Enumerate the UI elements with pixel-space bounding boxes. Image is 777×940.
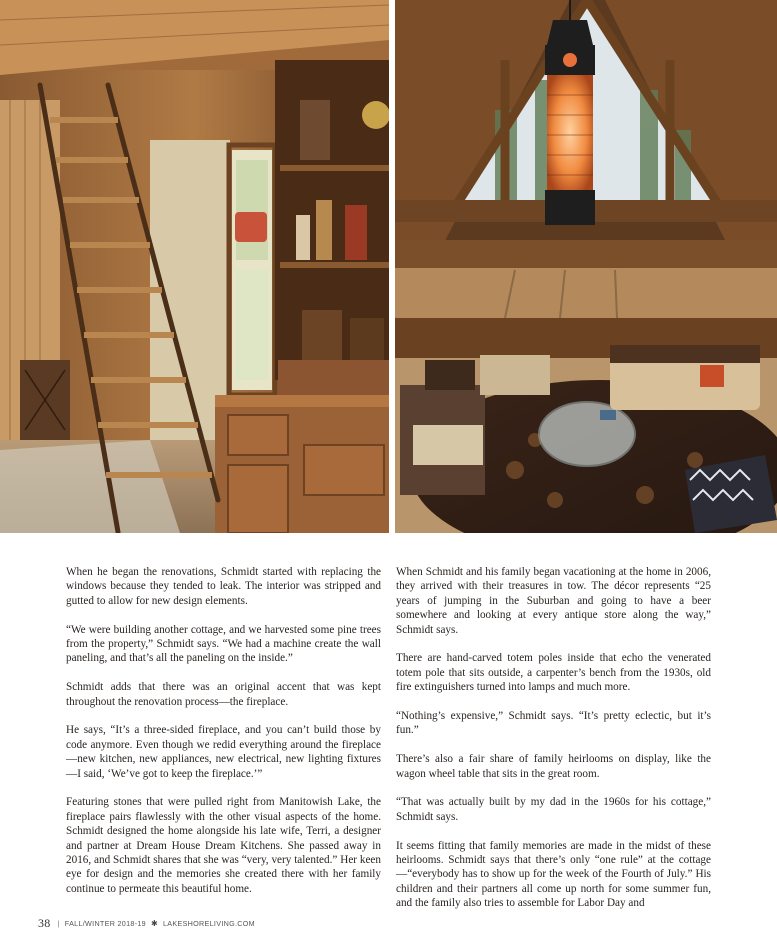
paragraph: “That was actually built by my dad in the 1960s for his cottage,” Schmidt says.: [396, 796, 711, 823]
paragraph: There are hand-carved totem poles inside that echo the venerated totem pole that sits outside, a carpenter’s bench from the 1930s, old fire extinguishers turned into lamps and much more.: [396, 652, 711, 694]
issue-label: FALL/WINTER 2018-19: [64, 919, 146, 928]
paragraph: “Nothing’s expensive,” Schmidt says. “It’s pretty eclectic, but it’s fun.”: [396, 710, 711, 737]
star-icon: ✱: [150, 919, 158, 928]
page-number: 38: [38, 916, 51, 930]
website-label: LAKESHORELIVING.COM: [163, 919, 255, 928]
paragraph: When he began the renovations, Schmidt started with replacing the windows because they tended to leak. The interior was stripped and gutted to allow for new design elements.: [66, 566, 381, 607]
paragraph: It seems fitting that family memories are made in the midst of these heirlooms. Schmidt says that there’s only “one rule” at the cottage—“everybody has to show up for the week of the Fourth of July.” His children and their partners all come up north for some summer fun, and the family also tries to assemble for Labor Day and: [396, 839, 711, 910]
paragraph: There’s also a fair share of family heirlooms on display, like the wagon wheel table that sits in the great room.: [396, 753, 711, 780]
footer-separator: |: [57, 919, 60, 928]
cabin-loft-ladder-photo: [0, 0, 389, 533]
paragraph: Featuring stones that were pulled right from Manitowish Lake, the fireplace pairs flawlessly with the other visual aspects of the home. Schmidt designed the home alongside his late wife, Terri, a designer and partner at Dream House Dream Kitchens. She passed away in 2016, and Schmidt shares that she was “very, very talented.” Her keen eye for design and the memories she created there with her family continue to permeate this beautiful home.: [66, 796, 381, 895]
article-column-right: [396, 565, 711, 925]
paragraph: Schmidt adds that there was an original accent that was kept throughout the renovation process—the fireplace.: [66, 681, 381, 708]
a-frame-great-room-photo: [395, 0, 777, 533]
paragraph: He says, “It’s a three-sided fireplace, and you can’t build those by code anymore. Even though we redid everything around the fireplace—new kitchen, new appliances, new electrical, new lighting fixtures—I said, ‘We’ve got to keep the fireplace.’”: [66, 724, 381, 780]
paragraph: “We were building another cottage, and we harvested some pine trees from the property,” Schmidt says. “We had a machine create the wall paneling, and that’s all the paneling on the inside.”: [66, 623, 381, 665]
paragraph: When Schmidt and his family began vacationing at the home in 2006, they arrived with their treasures in tow. The décor represents “25 years of jumping in the Suburban and going to have a beer somewhere and looking at every antique store along the way,” Schmidt says.: [396, 566, 711, 636]
page-footer: [38, 916, 255, 931]
article-column-left: [66, 565, 381, 911]
